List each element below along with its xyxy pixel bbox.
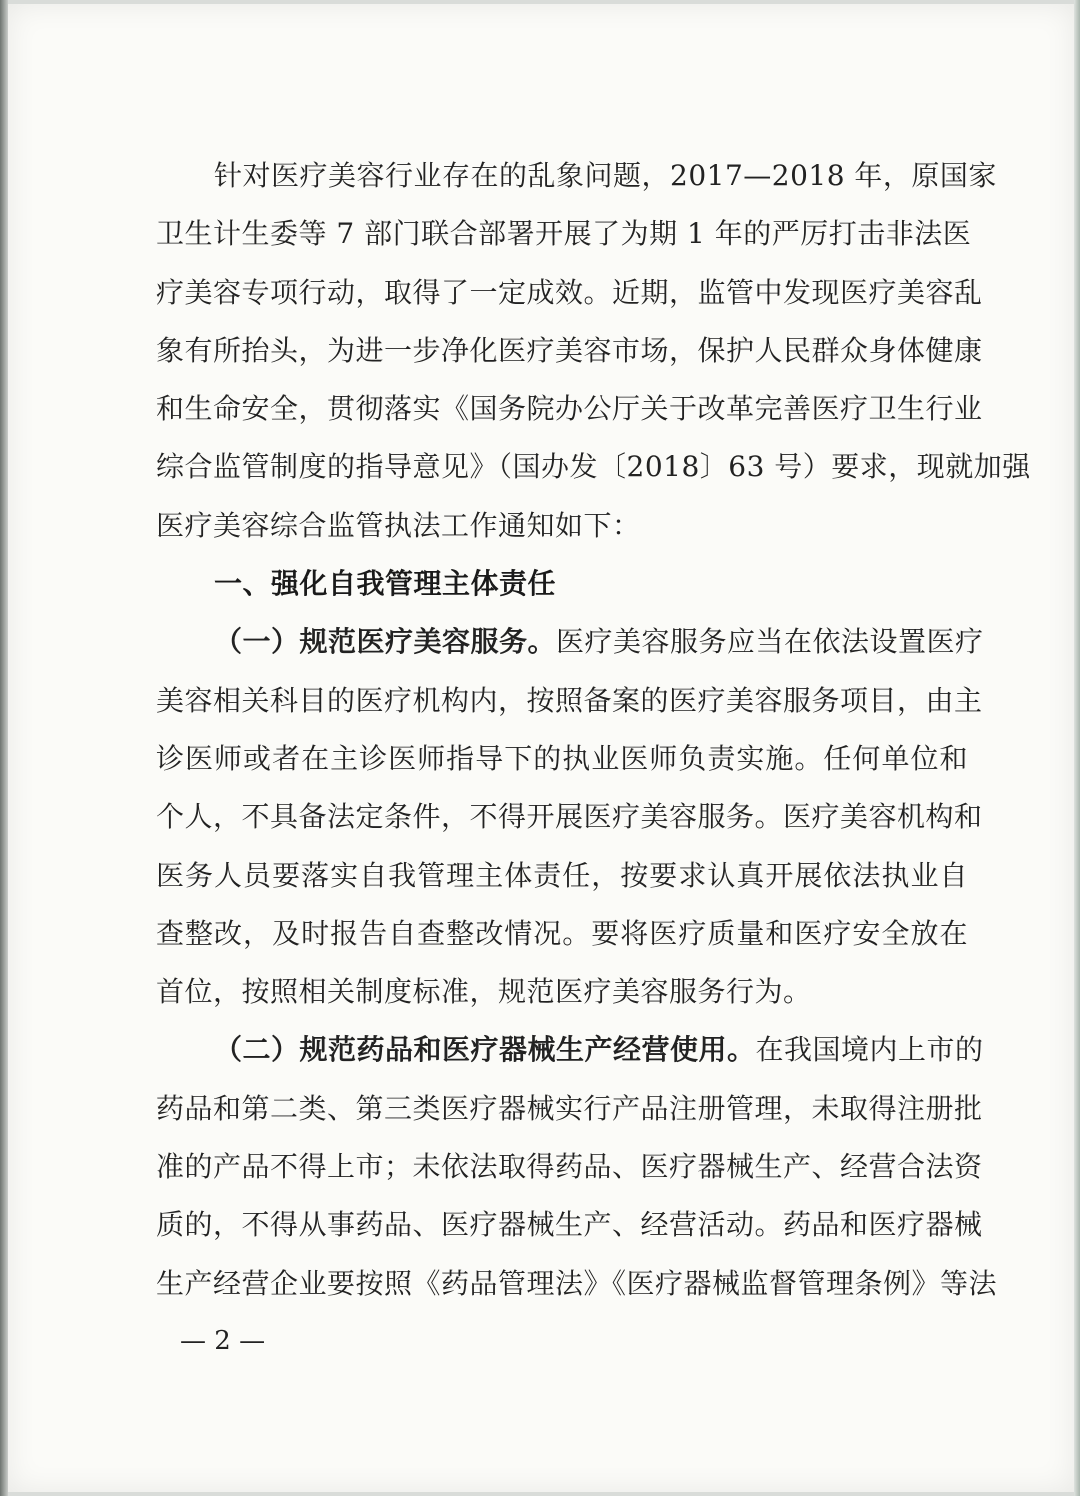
page-number: — 2 — <box>180 1326 266 1356</box>
intro-paragraph <box>156 147 1031 555</box>
text-line: 准的产品不得上市；未依法取得药品、医疗器械生产、经营合法资 <box>156 1150 983 1184</box>
item-1-first-line-rest: 医疗美容服务应当在依法设置医疗 <box>556 625 984 659</box>
text-line: 首位，按照相关制度标准，规范医疗美容服务行为。 <box>156 975 812 1009</box>
text-line <box>156 1021 984 1079</box>
text-line: 象有所抬头，为进一步净化医疗美容市场，保护人民群众身体健康 <box>156 333 983 367</box>
item-2-lead: （二）规范药品和医疗器械生产经营使用。 <box>214 1033 756 1067</box>
text-line: 和生命安全，贯彻落实《国务院办公厅关于改革完善医疗卫生行业 <box>156 392 983 426</box>
section-heading-text: 一、强化自我管理主体责任 <box>214 567 557 601</box>
item-1-paragraph <box>156 613 984 1021</box>
text-line: 医务人员要落实自我管理主体责任，按要求认真开展依法执业自 <box>156 858 968 892</box>
item-2-first-line-rest: 在我国境内上市的 <box>755 1033 984 1067</box>
text-line <box>156 613 984 671</box>
text-line: 卫生计生委等 7 部门联合部署开展了为期 1 年的严厉打击非法医 <box>156 217 972 251</box>
document-body <box>156 147 1031 1313</box>
document-page <box>8 4 1074 1492</box>
text-line: 医疗美容综合监管执法工作通知如下： <box>156 508 641 542</box>
text-line: 查整改，及时报告自查整改情况。要将医疗质量和医疗安全放在 <box>156 916 968 950</box>
item-2-paragraph <box>156 1021 998 1312</box>
text-line: 针对医疗美容行业存在的乱象问题，2017—2018 年，原国家 <box>214 159 997 192</box>
text-line: 生产经营企业要按照《药品管理法》《医疗器械监督管理条例》等法 <box>156 1266 998 1300</box>
scan-left-edge <box>0 0 8 1496</box>
text-line: 综合监管制度的指导意见》（国办发〔2018〕63 号）要求，现就加强 <box>156 450 1031 484</box>
item-1-lead: （一）规范医疗美容服务。 <box>214 625 557 659</box>
text-line: 个人，不具备法定条件，不得开展医疗美容服务。医疗美容机构和 <box>156 800 983 834</box>
section-heading <box>156 555 968 613</box>
text-line: 诊医师或者在主诊医师指导下的执业医师负责实施。任何单位和 <box>156 741 968 775</box>
text-line: 美容相关科目的医疗机构内，按照备案的医疗美容服务项目，由主 <box>156 683 983 717</box>
text-line: 质的，不得从事药品、医疗器械生产、经营活动。药品和医疗器械 <box>156 1208 983 1242</box>
scan-right-edge <box>1074 0 1080 1496</box>
text-line: 药品和第二类、第三类医疗器械实行产品注册管理，未取得注册批 <box>156 1091 983 1125</box>
text-line: 疗美容专项行动，取得了一定成效。近期，监管中发现医疗美容乱 <box>156 275 983 309</box>
